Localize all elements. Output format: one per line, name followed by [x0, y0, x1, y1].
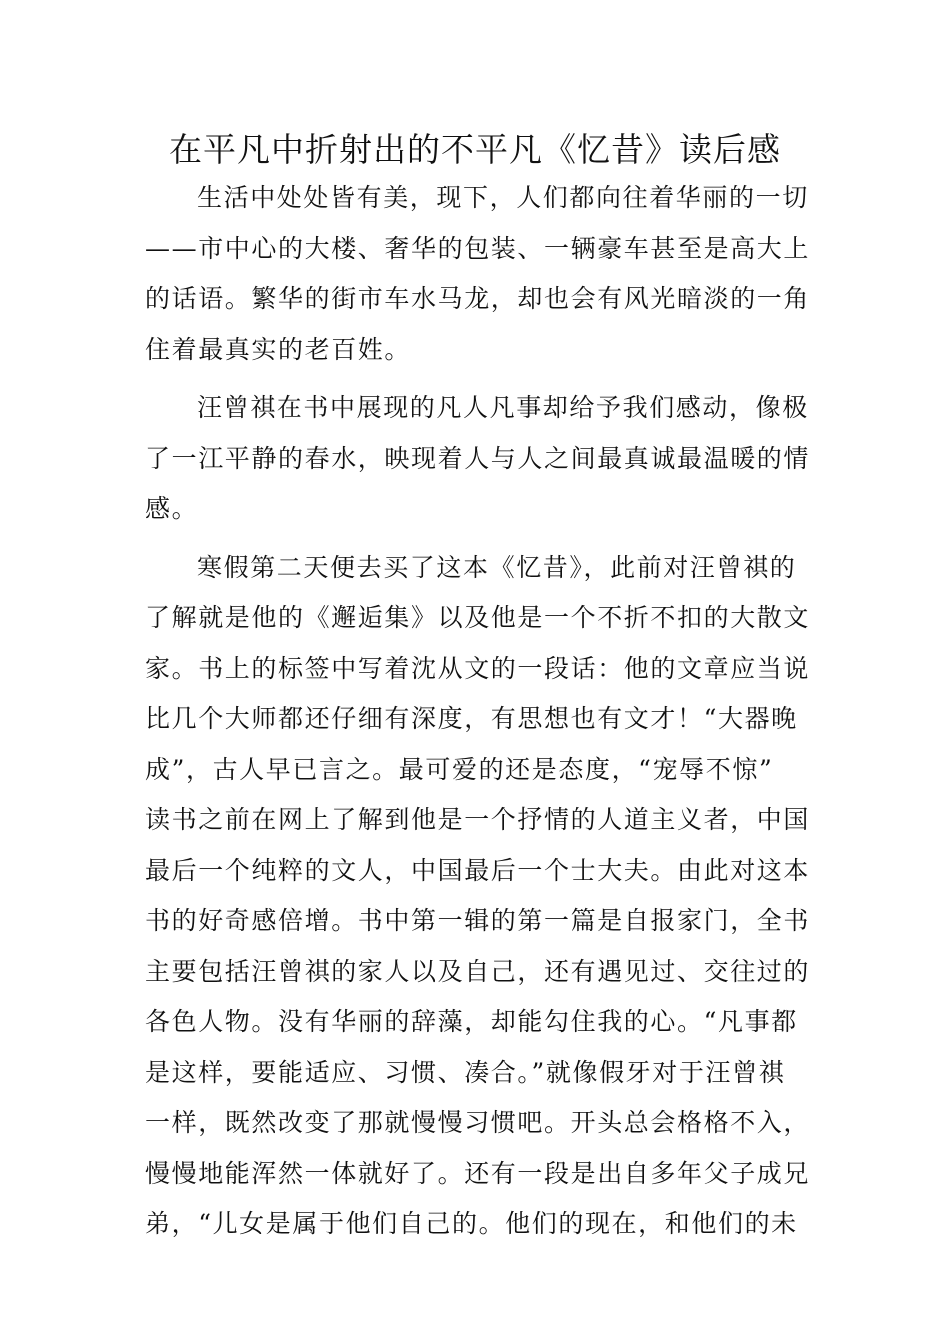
paragraph-line: 了一江平静的春水，映现着人与人之间最真诚最温暖的情	[145, 443, 811, 473]
paragraph-line: 了解就是他的《邂逅集》以及他是一个不折不扣的大散文	[145, 603, 811, 632]
paragraph-line: 成”，古人早已言之。最可爱的还是态度，“宠辱不惊”	[145, 754, 774, 784]
paragraph-line: 家。书上的标签中写着沈从文的一段话：他的文章应当说	[145, 653, 811, 683]
paragraph-line: 寒假第二天便去买了这本《忆昔》，此前对汪曾祺的	[197, 552, 797, 582]
paragraph-line: 感。	[145, 494, 199, 523]
paragraph-3	[145, 543, 811, 1250]
paragraph-line: 书的好奇感倍增。书中第一辑的第一篇是自报家门，全书	[145, 906, 811, 935]
paragraph-line: 是这样，要能适应、习惯、凑合。”就像假牙对于汪曾祺	[145, 1057, 786, 1087]
paragraph-line: 弟，“儿女是属于他们自己的。他们的现在，和他们的未	[145, 1209, 798, 1238]
paragraph-line: ——市中心的大楼、奢华的包装、一辆豪车甚至是高大上	[145, 233, 811, 263]
paragraph-line: 生活中处处皆有美，现下，人们都向往着华丽的一切	[197, 183, 809, 212]
document-title: 在平凡中折射出的不平凡《忆昔》读后感	[169, 130, 781, 169]
paragraph-1	[145, 173, 811, 375]
paragraph-line: 住着最真实的老百姓。	[145, 334, 412, 364]
paragraph-line: 一样，既然改变了那就慢慢习惯吧。开头总会格格不入，	[145, 1108, 811, 1137]
paragraph-line: 读书之前在网上了解到他是一个抒情的人道主义者，中国	[145, 805, 811, 834]
paragraph-line: 各色人物。没有华丽的辞藻，却能勾住我的心。“凡事都	[145, 1007, 798, 1036]
paragraph-line: 比几个大师都还仔细有深度，有思想也有文才！“大器晚	[145, 704, 798, 733]
paragraph-line: 汪曾祺在书中展现的凡人凡事却给予我们感动，像极	[197, 393, 809, 422]
paragraph-line: 主要包括汪曾祺的家人以及自己，还有遇见过、交往过的	[145, 956, 811, 986]
paragraph-2	[145, 383, 811, 535]
paragraph-line: 的话语。繁华的街市车水马龙，却也会有风光暗淡的一角	[145, 284, 811, 313]
paragraph-line: 最后一个纯粹的文人，中国最后一个士大夫。由此对这本	[145, 855, 811, 885]
document-body	[145, 173, 811, 1250]
paragraph-line: 慢慢地能浑然一体就好了。还有一段是出自多年父子成兄	[145, 1158, 811, 1188]
